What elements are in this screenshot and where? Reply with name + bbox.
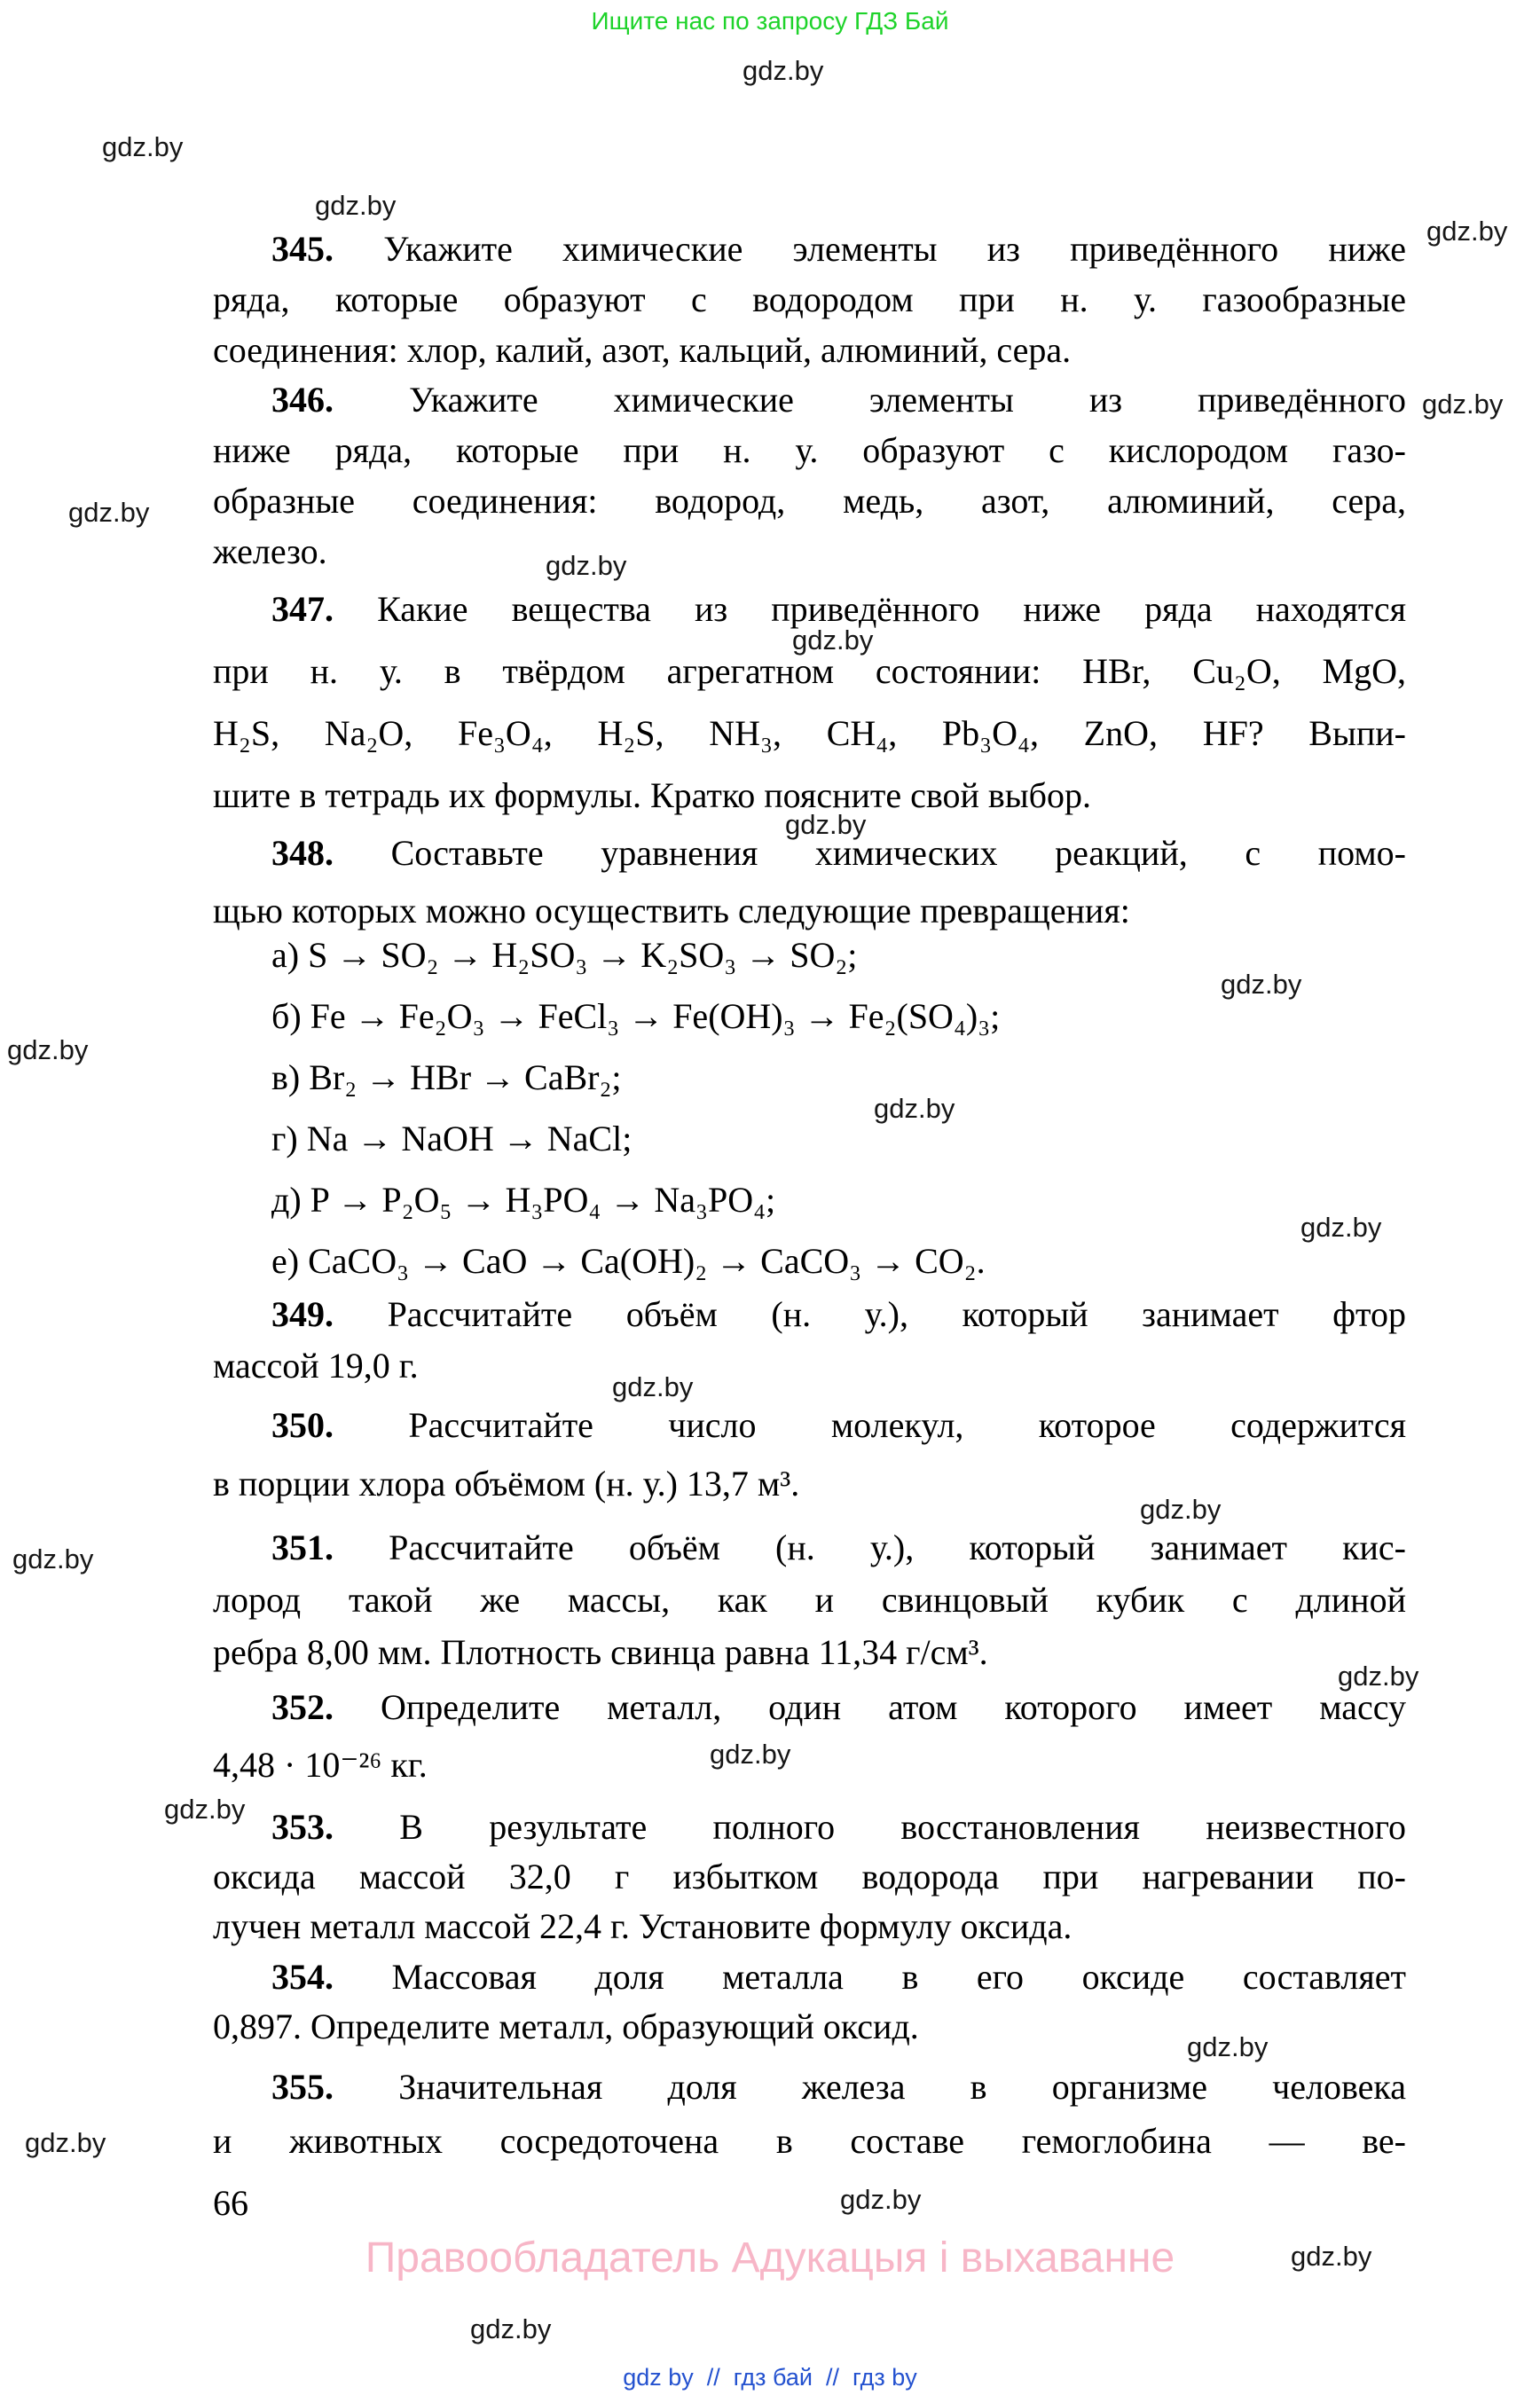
- problem-349: [213, 1289, 1406, 1392]
- gdz-watermark: gdz.by: [840, 2184, 922, 2215]
- promo-header-text: Ищите нас по запросу ГДЗ Бай: [591, 7, 949, 35]
- problem-345-line-3: соединения: хлор, калий, азот, кальций, алюминий, сера.: [213, 330, 1072, 370]
- gdz-watermark: gdz.by: [1426, 216, 1508, 247]
- gdz-watermark: gdz.by: [874, 1093, 955, 1124]
- equation-v: в) Br₂ → HBr → CaBr₂;: [271, 1057, 622, 1097]
- problem-347-line-4: шите в тетрадь их формулы. Кратко поясните свой выбор.: [213, 775, 1091, 815]
- gdz-watermark: gdz.by: [785, 809, 867, 840]
- problem-354-text: Массовая доля металла в его оксиде составляет: [391, 1957, 1406, 1997]
- gdz-watermark: gdz.by: [315, 190, 397, 221]
- copyright-notice: Правообладатель Адукацыя і выхаванне: [365, 2234, 1175, 2281]
- gdz-watermark: gdz.by: [1422, 389, 1504, 420]
- problem-346: [213, 374, 1407, 581]
- gdz-watermark: gdz.by: [710, 1739, 791, 1770]
- problem-355-line-2: и животных сосредоточена в составе гемоглобина — ве-: [213, 2121, 1406, 2161]
- problem-347-line-1: [213, 578, 1406, 640]
- problem-354-line-1: [213, 1952, 1406, 2002]
- gdz-watermark: gdz.by: [742, 55, 824, 86]
- problem-355: [213, 2060, 1406, 2168]
- gdz-watermark: gdz.by: [1291, 2241, 1372, 2272]
- problem-352-number: 352.: [271, 1687, 334, 1727]
- problem-353-line-2: оксида массой 32,0 г избытком водорода при нагревании по-: [213, 1857, 1406, 1896]
- problem-353: [213, 1802, 1406, 1951]
- problem-350-text: Рассчитайте число молекул, которое содержится: [408, 1405, 1407, 1445]
- problem-351-text: Рассчитайте объём (н. у.), который занимает кис-: [389, 1527, 1406, 1567]
- problem-351-line-2: лород такой же массы, как и свинцовый кубик с длиной: [213, 1580, 1406, 1620]
- page-number: 66: [213, 2183, 248, 2223]
- problem-352: [213, 1678, 1406, 1794]
- gdz-watermark: gdz.by: [792, 624, 874, 656]
- gdz-watermark: gdz.by: [12, 1543, 94, 1575]
- problem-355-text: Значительная доля железа в организме человека: [398, 2067, 1407, 2107]
- footer-links[interactable]: gdz by // гдз бай // гдз by: [623, 2364, 917, 2391]
- gdz-watermark: gdz.by: [164, 1794, 246, 1825]
- equation-g: г) Na → NaOH → NaCl;: [271, 1119, 632, 1158]
- problem-346-number: 346.: [271, 380, 334, 420]
- problem-346-line-3: образные соединения: водород, медь, азот, алюминий, сера,: [213, 481, 1406, 521]
- problem-349-text: Рассчитайте объём (н. у.), который занимает фтор: [387, 1294, 1407, 1334]
- problem-350: [213, 1396, 1406, 1513]
- problem-354: [213, 1952, 1406, 2052]
- gdz-watermark: gdz.by: [25, 2127, 106, 2158]
- problem-352-text: Определите металл, один атом которого имеет массу: [380, 1687, 1406, 1727]
- problem-348-line-2: щью которых можно осуществить следующие превращения:: [213, 891, 1130, 931]
- equation-e: е) CaCO₃ → CaO → Ca(OH)₂ → CaCO₃ → CO₂.: [271, 1241, 986, 1281]
- problem-351-line-1: [213, 1521, 1406, 1574]
- problem-351-line-3: ребра 8,00 мм. Плотность свинца равна 11,34 г/см³.: [213, 1632, 988, 1672]
- problem-352-line-1: [213, 1678, 1406, 1736]
- gdz-watermark: gdz.by: [1221, 969, 1302, 1000]
- gdz-watermark: gdz.by: [7, 1034, 89, 1065]
- problem-349-line-1: [213, 1289, 1406, 1340]
- equation-b: б) Fe → Fe₂O₃ → FeCl₃ → Fe(OH)₃ → Fe₂(SO₄)₃;: [271, 996, 1001, 1036]
- problem-347-text: Какие вещества из приведённого ниже ряда находятся: [377, 589, 1406, 629]
- equation-a: а) S → SO₂ → H₂SO₃ → K₂SO₃ → SO₂;: [271, 935, 858, 975]
- gdz-watermark: gdz.by: [1300, 1212, 1382, 1243]
- gdz-watermark: gdz.by: [546, 550, 627, 581]
- problem-347-line-2: при н. у. в твёрдом агрегатном состоянии: HBr, Cu₂O, MgO,: [213, 651, 1406, 691]
- problem-346-line-1: [213, 374, 1406, 425]
- problem-350-number: 350.: [271, 1405, 334, 1445]
- gdz-watermark: gdz.by: [68, 497, 150, 528]
- problem-348-line-1: [213, 824, 1406, 882]
- problem-353-line-3: лучен металл массой 22,4 г. Установите формулу оксида.: [213, 1906, 1072, 1946]
- problem-346-text: Укажите химические элементы из приведённого: [408, 380, 1407, 420]
- problem-347: [213, 578, 1406, 827]
- problem-350-line-1: [213, 1396, 1406, 1455]
- problem-352-line-2: 4,48 · 10⁻²⁶ кг.: [213, 1745, 428, 1785]
- problem-345-line-2: ряда, которые образуют с водородом при н. у. газообразные: [213, 279, 1406, 319]
- gdz-watermark: gdz.by: [612, 1371, 694, 1402]
- problem-345-number: 345.: [271, 229, 334, 269]
- gdz-watermark: gdz.by: [1140, 1494, 1222, 1525]
- problem-350-line-2: в порции хлора объёмом (н. у.) 13,7 м³.: [213, 1464, 800, 1504]
- problem-354-line-2: 0,897. Определите металл, образующий оксид.: [213, 2006, 919, 2046]
- problem-346-line-4: железо.: [213, 531, 327, 571]
- problem-349-number: 349.: [271, 1294, 334, 1334]
- problem-348: [213, 824, 1406, 939]
- problem-348-equations: [213, 924, 1406, 1292]
- gdz-watermark: gdz.by: [1187, 2031, 1269, 2062]
- gdz-watermark: gdz.by: [470, 2313, 552, 2344]
- problem-345-text: Укажите химические элементы из приведённого ниже: [383, 229, 1406, 269]
- problem-345-line-1: [213, 224, 1406, 274]
- gdz-watermark: gdz.by: [102, 131, 184, 162]
- equation-d: д) P → P₂O₅ → H₃PO₄ → Na₃PO₄;: [271, 1180, 776, 1220]
- problem-347-line-3: H₂S, Na₂O, Fe₃O₄, H₂S, NH₃, CH₄, Pb₃O₄, ZnO, HF? Выпи-: [213, 713, 1406, 753]
- problem-353-line-1: [213, 1802, 1406, 1852]
- problem-355-number: 355.: [271, 2067, 334, 2107]
- problem-349-line-2: массой 19,0 г.: [213, 1346, 419, 1386]
- problem-346-line-2: ниже ряда, которые при н. у. образуют с кислородом газо-: [213, 430, 1406, 470]
- problem-355-line-1: [213, 2060, 1406, 2114]
- problem-347-number: 347.: [271, 589, 334, 629]
- problem-345: [213, 224, 1406, 375]
- problem-348-text: Составьте уравнения химических реакций, с помо-: [390, 833, 1406, 873]
- problem-351: [213, 1521, 1406, 1678]
- problem-354-number: 354.: [271, 1957, 334, 1997]
- problem-353-text: В результате полного восстановления неизвестного: [399, 1807, 1407, 1847]
- gdz-watermark: gdz.by: [1338, 1661, 1419, 1692]
- problem-348-number: 348.: [271, 833, 334, 873]
- problem-353-number: 353.: [271, 1807, 334, 1847]
- problem-351-number: 351.: [271, 1527, 334, 1567]
